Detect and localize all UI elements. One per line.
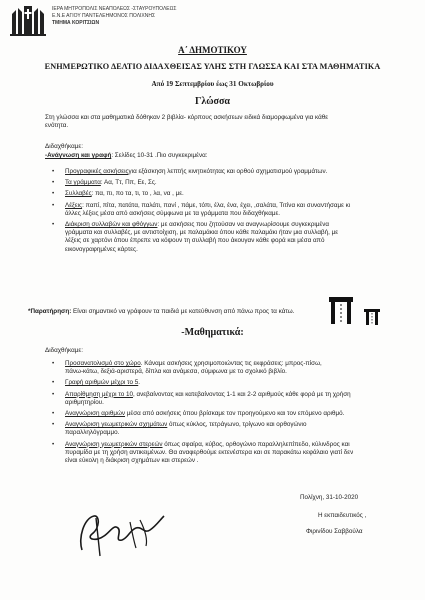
math-topics-list: [52, 360, 402, 468]
language-intro-line-2: ενότητα.: [45, 122, 69, 129]
math-topic-item: [52, 379, 402, 387]
language-taught-label: Διδαχθήκαμε:: [45, 143, 83, 150]
math-topic-item: [52, 360, 402, 376]
math-topic-item: [52, 441, 402, 466]
math-topic-item-text: πάνω-κάτω, δεξιά-αριστερά, δίπλα και ανάμεσα, σύμφωνα με το σχολικό βιβλίο.: [65, 368, 287, 376]
math-topic-item-label: Αναγνώριση γεωμετρικών στερεών: [65, 440, 163, 448]
language-topic-item-text: : με ασκήσεις που ζητούσαν να αναγνωρίσουμε συγκεκριμένα: [157, 221, 330, 229]
school-crest-icon: [8, 4, 48, 38]
language-topic-item-text: εικονογραφημένες κάρτες.: [65, 245, 138, 253]
math-topic-item-text: , ανεβαίνοντας και κατεβαίνοντας 1-1 και 2-2 αριθμούς κάθε φορά με τη χρήση: [132, 390, 351, 398]
pi-letter-small-icon: [363, 307, 381, 326]
bullet-icon: •: [52, 440, 55, 448]
handwritten-signature-icon: [70, 498, 170, 560]
math-topic-item-text: όπως κύκλος, τετράγωνο, τρίγωνο και ορθογώνιο: [167, 421, 307, 429]
reading-writing-label: -Ανάγνωση και γραφή: [45, 152, 112, 159]
math-topic-item-text: . Κάναμε ασκήσεις χρησιμοποιώντας τις εκφράσεις: μπρος-πίσω,: [140, 360, 322, 367]
language-topic-item-text: για εξάσκηση λεπτής κινητικότητας και ορθού σχηματισμού γραμμάτων.: [128, 168, 328, 175]
bullet-icon: •: [52, 390, 55, 398]
math-topic-item-label: Απαρίθμηση μέχρι το 10: [65, 390, 133, 398]
letterhead-line-2: Ε.Ν.Ε ΑΓΙΟΥ ΠΑΝΤΕΛΕΗΜΟΝΟΣ ΠΟΛΙΧΝΗΣ: [52, 13, 156, 19]
math-topic-item-text: είναι εύκολη η διάκριση σχημάτων και στερεών .: [65, 457, 199, 465]
reading-writing-pages: : Σελίδες 10-31 .Πιο συγκεκριμένα:: [111, 152, 208, 159]
math-topic-item-label: Αναγνώριση αριθμών: [65, 410, 126, 418]
bullet-icon: •: [52, 421, 55, 429]
math-topic-item: [52, 421, 402, 437]
math-topic-item-label: Γραφή αριθμών μέχρι το 5: [65, 379, 139, 387]
place-date: Πολίχνη, 31-10-2020: [300, 494, 359, 501]
letterhead-line-1: ΙΕΡΑ ΜΗΤΡΟΠΟΛΙΣ ΝΕΑΠΟΛΕΩΣ -ΣΤΑΥΡΟΥΠΟΛΕΩΣ: [52, 6, 177, 12]
math-topic-item-text: αριθμητηρίου.: [65, 398, 104, 406]
language-topic-item-label: Τα γράμματα: [65, 179, 101, 187]
math-topic-item-text: παραλληλόγραμμο.: [65, 429, 120, 437]
language-topic-item-label: Λέξεις: [65, 201, 83, 209]
language-topic-item: [52, 168, 402, 176]
language-intro: [45, 114, 405, 130]
math-topic-item-text: όπως σφαίρα, κύβος, ορθογώνιο παραλληλεπίπεδο, κύλινδρος και: [162, 440, 350, 448]
section-title-math: -Μαθηματικά:: [181, 327, 244, 338]
bullet-icon: •: [52, 190, 55, 198]
language-topic-item-text: : πα, πι, πο τα, τι, το , λα, να , με.: [91, 190, 184, 198]
note-label: *Παρατήρηση:: [28, 308, 72, 315]
math-topic-item-label: Αναγνώριση γεωμετρικών σχημάτων: [65, 421, 168, 429]
bullet-icon: •: [52, 379, 55, 387]
language-topics-list: [52, 168, 402, 257]
math-topic-item-text: μέσα από ασκήσεις όπου βρίσκαμε τον προηγούμενο και τον επόμενο αριθμό.: [125, 410, 345, 418]
bullet-icon: •: [52, 360, 55, 367]
language-topic-item-text: γράμματα και συλλαβές, με αντιστοίχιση, με παλαμάκια όπου κάθε παλαμάκι ήταν μια συλλαβή, με: [65, 229, 339, 237]
note: [28, 308, 328, 316]
language-topic-item-label: Συλλαβές: [65, 190, 92, 198]
language-topic-item-text: : παπί, πίτα, πατάτα, παλάτι, πανί , πάμε, τόπι, έλα, ένα, έχει, ,σαλάτα, Τιτίνα και συναντήσαμε κι: [82, 201, 351, 209]
letterhead: [8, 4, 248, 38]
language-topic-item: [52, 179, 402, 187]
bullet-icon: •: [52, 221, 55, 229]
letterhead-line-3: ΤΜΗΜΑ ΚΟΡΙΤΣΙΩΝ: [52, 20, 100, 26]
teacher-role: Η εκπαιδευτικός ,: [318, 512, 367, 519]
section-title-language: Γλώσσα: [194, 96, 231, 107]
letterhead-text: [52, 6, 176, 27]
math-topic-item: [52, 391, 402, 407]
reading-writing-line: [45, 152, 208, 160]
math-taught-label: Διδαχθήκαμε:: [45, 347, 83, 354]
note-text: Είναι σημαντικό να γράφουν τα παιδιά με κατεύθυνση από πάνω προς τα κάτω.: [71, 308, 295, 315]
language-intro-line-1: Στη γλώσσα και στα μαθηματικά δόθηκαν 2 βιβλία- κόρπους ασκήσεων ειδικά διαμορφωμένα για κάθε: [45, 114, 329, 121]
teacher-name: Φιρινίδου Σαββούλα: [306, 528, 363, 535]
language-topic-item: [52, 221, 402, 254]
language-topic-item-text: άλλες λέξεις μέσα από ασκήσεις σύμφωνα με τα γράμματα που διδαχθήκαμε.: [65, 209, 281, 217]
bullet-icon: •: [52, 201, 55, 209]
math-topic-item-text: .: [138, 379, 140, 387]
pi-letter-large-icon: [328, 296, 354, 325]
bullet-icon: •: [52, 168, 55, 175]
language-topic-item: [52, 202, 402, 218]
document-title: ΕΝΗΜΕΡΩΤΙΚΟ ΔΕΛΤΙΟ ΔΙΔΑΧΘΕΙΣΑΣ ΥΛΗΣ ΣΤΗ ΓΛΩΣΣΑ ΚΑΙ ΣΤΑ ΜΑΘΗΜΑΤΙΚΑ: [44, 62, 381, 71]
bullet-icon: •: [52, 410, 55, 418]
date-range: Από 19 Σεπτεμβρίου έως 31 Οκτωβρίου: [151, 80, 274, 88]
language-topic-item-label: Προγραφικές ασκήσεις: [65, 168, 129, 175]
math-topic-item: [52, 410, 402, 418]
math-topic-item-label: Προσανατολισμό στο χώρο: [65, 360, 141, 367]
language-topic-item-label: Διάκριση συλλαβών και φθόγγων: [65, 221, 158, 229]
language-topic-item-text: λέξεις σε χαρτόνι όπου έπρεπε να κόψουν τη συλλαβή που άκουγαν κάθε φορά και μέσα από: [65, 237, 325, 245]
language-topic-item-text: : Αα, Ττ, Ππ, Εε, Σς.: [100, 179, 157, 187]
bullet-icon: •: [52, 179, 55, 187]
language-topic-item: [52, 190, 402, 198]
grade-title: Α΄ ΔΗΜΟΤΙΚΟΥ: [178, 45, 247, 55]
math-topic-item-text: πυραμίδα με τη χρήση αντικειμένων. Θα αναφερθούμε εκτενέστερα και σε παρακάτω κεφάλαιο γιατί δεν: [65, 448, 354, 456]
